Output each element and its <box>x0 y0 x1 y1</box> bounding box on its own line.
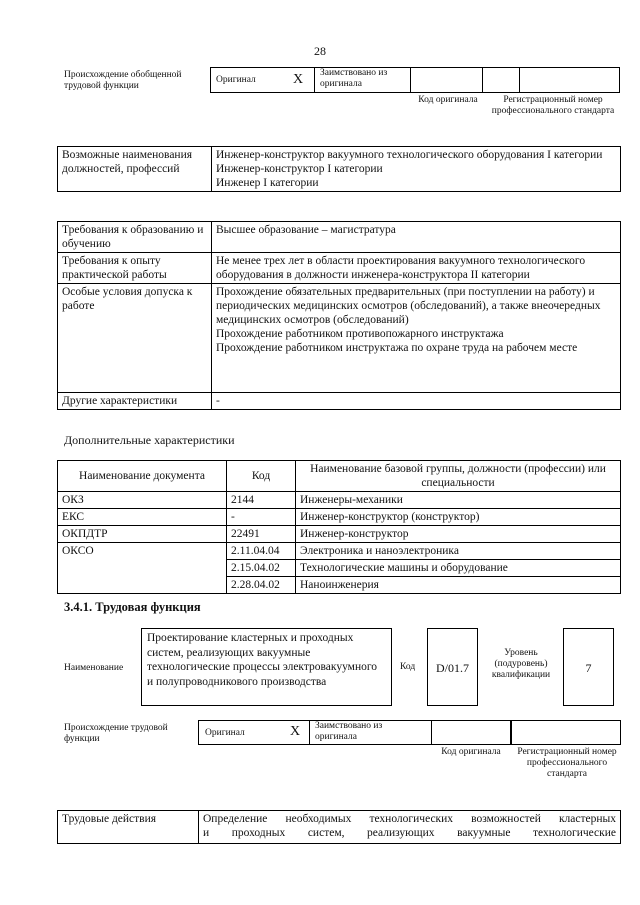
row-name: Инженер-конструктор (конструктор) <box>296 509 621 526</box>
origin-reg-label: Регистрационный номер профессионального стандарта <box>491 95 615 116</box>
row-code: 2.28.04.02 <box>227 577 296 594</box>
req-experience-value: Не менее трех лет в области проектирования вакуумного технологического оборудования в должности инженера-конструктора II категории <box>212 253 621 284</box>
row-doc: ОКСО <box>58 543 227 594</box>
origin-original-label: Оригинал <box>216 75 256 85</box>
req-other-label: Другие характеристики <box>58 393 212 410</box>
table-row <box>58 526 621 543</box>
row-name: Инженер-конструктор <box>296 526 621 543</box>
page-number: 28 <box>314 44 326 58</box>
extra-header-code: Код <box>227 461 296 492</box>
row-name: Наноинженерия <box>296 577 621 594</box>
row-code: - <box>227 509 296 526</box>
section-title: 3.4.1. Трудовая функция <box>64 600 201 614</box>
req-experience-label: Требования к опыту практической работы <box>58 253 212 284</box>
table-row <box>58 543 621 560</box>
req-conditions-label: Особые условия допуска к работе <box>58 284 212 393</box>
extra-header-name: Наименование базовой группы, должности (профессии) или специальности <box>296 461 621 492</box>
row-doc: ОКЗ <box>58 492 227 509</box>
origin2-reg-label: Регистрационный номер профессионального стандарта <box>517 747 617 779</box>
extra-table <box>57 460 621 594</box>
positions-table <box>57 146 621 192</box>
action-line: Определение необходимых технологических возможностей кластерных <box>203 813 616 825</box>
row-doc: ЕКС <box>58 509 227 526</box>
origin-generalized-label: Происхождение обобщенной трудовой функции <box>64 70 182 91</box>
position-line: Инженер-конструктор I категории <box>216 163 383 175</box>
actions-label: Трудовые действия <box>58 811 199 844</box>
origin-borrowed-label: Заимствовано из оригинала <box>320 68 388 89</box>
row-name: Инженеры-механики <box>296 492 621 509</box>
extra-header-doc: Наименование документа <box>58 461 227 492</box>
origin2-original-mark: X <box>290 724 301 739</box>
actions-table <box>57 810 621 844</box>
origin2-borrowed-label: Заимствовано из оригинала <box>315 721 383 742</box>
extra-title: Дополнительные характеристики <box>64 433 235 447</box>
function-code-value: D/01.7 <box>427 628 478 706</box>
req-condition-line: Прохождение работником инструктажа по охране труда на рабочем месте <box>216 342 578 354</box>
action-line: и проходных систем, реализующих вакуумные технологические <box>203 827 616 839</box>
origin2-original-label: Оригинал <box>205 728 245 738</box>
requirements-table <box>57 221 621 410</box>
table-row <box>58 492 621 509</box>
req-education-value: Высшее образование – магистратура <box>212 222 621 253</box>
function-code-label: Код <box>400 662 416 672</box>
table-row <box>58 509 621 526</box>
origin-code-label: Код оригинала <box>418 95 478 105</box>
function-name-value: Проектирование кластерных и проходных систем, реализующих вакуумные технологические процессы электровакуумного и полупроводникового производства <box>141 628 392 706</box>
actions-values <box>199 811 621 844</box>
row-doc: ОКПДТР <box>58 526 227 543</box>
position-line: Инженер I категории <box>216 177 319 189</box>
row-code: 2.11.04.04 <box>227 543 296 560</box>
function-level-value: 7 <box>563 628 614 706</box>
req-condition-line: Прохождение работником противопожарного инструктажа <box>216 328 504 340</box>
row-code: 22491 <box>227 526 296 543</box>
req-condition-line: Прохождение обязательных предварительных (при поступлении на работу) и периодических медицинских осмотров (обследований), а также внеочередных медицинских осмотров (обследований) <box>216 286 601 326</box>
row-name: Технологические машины и оборудование <box>296 560 621 577</box>
row-name: Электроника и наноэлектроника <box>296 543 621 560</box>
position-line: Инженер-конструктор вакуумного технологического оборудования I категории <box>216 149 603 161</box>
row-code: 2144 <box>227 492 296 509</box>
req-education-label: Требования к образованию и обучению <box>58 222 212 253</box>
req-conditions-values <box>212 284 621 393</box>
origin-function-label: Происхождение трудовой функции <box>64 723 168 744</box>
function-name-label: Наименование <box>64 663 124 673</box>
origin2-code-label: Код оригинала <box>441 747 501 757</box>
positions-label: Возможные наименования должностей, профессий <box>58 147 212 192</box>
row-code: 2.15.04.02 <box>227 560 296 577</box>
positions-values <box>212 147 621 192</box>
req-other-value: - <box>212 393 621 410</box>
origin-original-mark: X <box>293 72 304 87</box>
function-level-label: Уровень (подуровень) квалификации <box>491 648 551 680</box>
